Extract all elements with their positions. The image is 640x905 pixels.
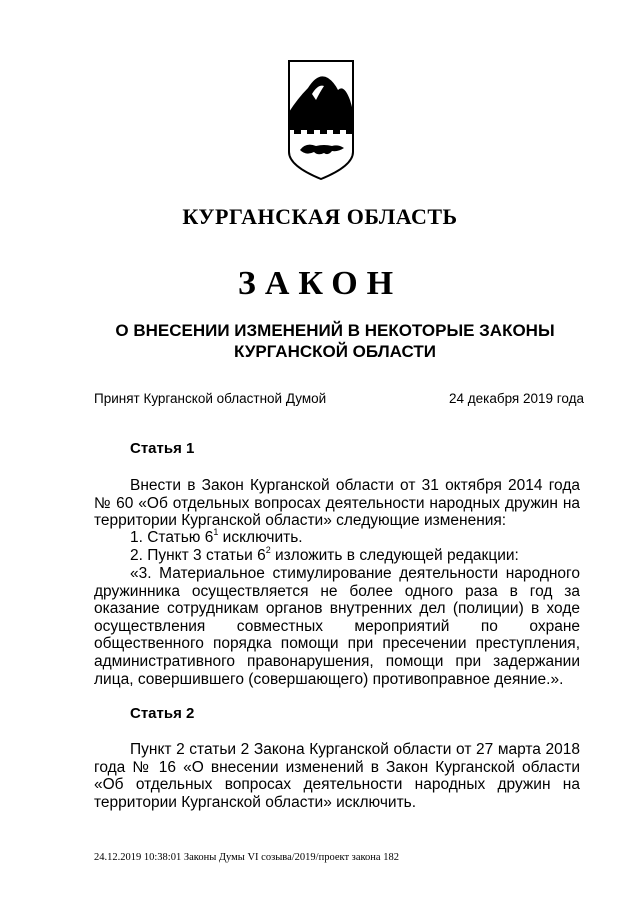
article-1-item-1 — [130, 529, 303, 547]
law-subject-line-1: О ВНЕСЕНИИ ИЗМЕНЕНИЙ В НЕКОТОРЫЕ ЗАКОНЫ — [115, 321, 555, 340]
footer-reference: 24.12.2019 10:38:01 Законы Думы VI созыва/2019/проект закона 182 — [94, 852, 399, 863]
article-1-item-2 — [130, 547, 519, 565]
article-2-heading: Статья 2 — [130, 705, 195, 722]
item-2-tail: изложить в следующей редакции: — [270, 547, 519, 564]
article-1-intro: Внести в Закон Курганской области от 31 октября 2014 года № 60 «Об отдельных вопросах деятельности народных дружин на территории Курганской области» следующие изменения: — [94, 477, 580, 530]
article-1-heading: Статья 1 — [130, 440, 195, 457]
item-1-tail: исключить. — [218, 529, 303, 546]
coat-of-arms-emblem — [288, 60, 354, 180]
document-type-title: ЗАКОН — [237, 265, 403, 302]
adoption-date: 24 декабря 2019 года — [448, 391, 584, 406]
adoption-text: Принят Курганской областной Думой — [94, 391, 327, 406]
item-1-superscript: 1 — [213, 527, 219, 537]
item-2-text: 2. Пункт 3 статьи 6 — [130, 547, 266, 564]
item-2-superscript: 2 — [265, 545, 271, 555]
region-title: КУРГАНСКАЯ ОБЛАСТЬ — [182, 204, 458, 229]
article-1-quote: «3. Материальное стимулирование деятельности народного дружинника осуществляется не более одного раза в год за оказание сотрудникам органов внутренних дел (полиции) в ходе осуществления совместных мероприятий по охране общественного порядка помощи при пресечении преступления, административного правонарушения, помощи при задержании лица, совершившего (совершающего) противоправное деяние.». — [94, 565, 580, 688]
law-subject-line-2: КУРГАНСКОЙ ОБЛАСТИ — [234, 342, 436, 361]
law-subject-title — [0, 320, 640, 362]
item-1-text: 1. Статью 6 — [130, 529, 214, 546]
adoption-line — [94, 391, 584, 406]
article-2-text: Пункт 2 статьи 2 Закона Курганской области от 27 марта 2018 года № 16 «О внесении изменений в Закон Курганской области «Об отдельных вопросах деятельности народных дружин на территории Курганской области» исключить. — [94, 741, 580, 811]
